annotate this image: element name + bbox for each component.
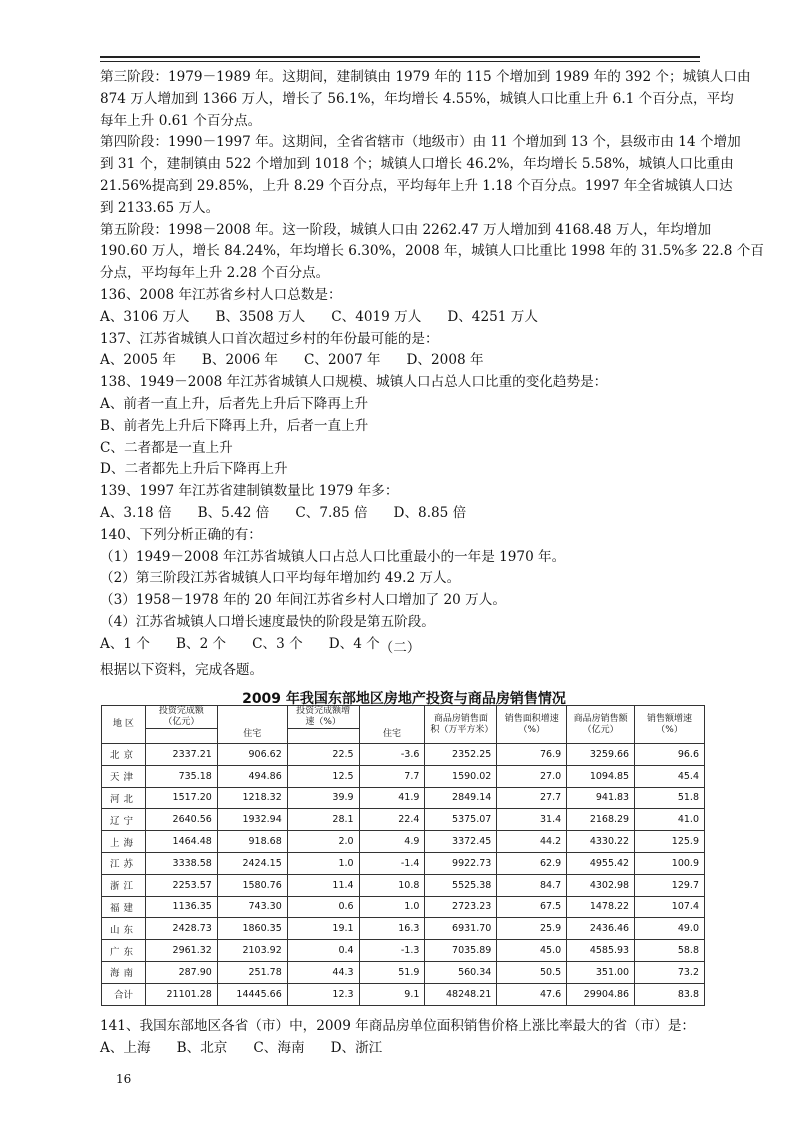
cell-area-growth: 27.0 [497, 765, 567, 787]
cell-sales-amount: 4330.22 [567, 831, 635, 853]
paragraph-line: 第三阶段：1979－1989 年。这期间，建制镇由 1979 年的 115 个增加到 1989 年的 392 个；城镇人口由 [100, 69, 751, 85]
table-row [102, 852, 705, 874]
cell-invest-growth-residential: 22.4 [359, 809, 425, 831]
cell-sales-growth: 58.8 [635, 940, 705, 962]
cell-region: 浙江 [102, 874, 146, 896]
cell-region: 海南 [102, 961, 146, 983]
section-title: （二） [379, 640, 421, 656]
cell-invest-residential: 743.30 [217, 896, 287, 918]
cell-region: 辽宁 [102, 809, 146, 831]
cell-sales-growth: 129.7 [635, 874, 705, 896]
cell-invest-residential: 14445.66 [217, 983, 287, 1005]
cell-sales-area: 7035.89 [425, 940, 497, 962]
header-spacer [145, 729, 217, 744]
cell-sales-amount: 4585.93 [567, 940, 635, 962]
cell-invest: 21101.28 [145, 983, 217, 1005]
cell-invest-growth: 12.5 [287, 765, 359, 787]
cell-area-growth: 25.9 [497, 918, 567, 940]
data-table [101, 705, 705, 1006]
cell-invest-growth: 11.4 [287, 874, 359, 896]
header-rule-thick [100, 56, 700, 58]
cell-sales-growth: 96.6 [635, 744, 705, 766]
cell-sales-area: 9922.73 [425, 852, 497, 874]
statement-3: （3）1958－1978 年的 20 年间江苏省乡村人口增加了 20 万人。 [100, 592, 506, 609]
table-row [102, 874, 705, 896]
cell-sales-growth: 107.4 [635, 896, 705, 918]
cell-area-growth: 31.4 [497, 809, 567, 831]
cell-sales-growth: 45.4 [635, 765, 705, 787]
cell-invest-growth: 0.4 [287, 940, 359, 962]
cell-invest-growth-residential: 9.1 [359, 983, 425, 1005]
option-a: A、2005 年 [100, 352, 176, 369]
header-sales-amount: 商品房销售额（亿元） [567, 706, 635, 744]
cell-sales-amount: 1094.85 [567, 765, 635, 787]
cell-invest-growth: 39.9 [287, 787, 359, 809]
cell-area-growth: 44.2 [497, 831, 567, 853]
cell-invest: 2428.73 [145, 918, 217, 940]
cell-area-growth: 62.9 [497, 852, 567, 874]
cell-invest-growth: 2.0 [287, 831, 359, 853]
cell-sales-area: 5375.07 [425, 809, 497, 831]
cell-area-growth: 76.9 [497, 744, 567, 766]
cell-sales-growth: 100.9 [635, 852, 705, 874]
cell-area-growth: 50.5 [497, 961, 567, 983]
paragraph-line: 分点，平均每年上升 2.28 个百分点。 [100, 265, 330, 282]
cell-invest-residential: 494.86 [217, 765, 287, 787]
cell-region: 天津 [102, 765, 146, 787]
cell-sales-amount: 1478.22 [567, 896, 635, 918]
header-invest-residential: 住宅 [217, 706, 287, 744]
table-row [102, 765, 705, 787]
cell-region: 上海 [102, 831, 146, 853]
paragraph-line: 21.56%提高到 29.85%，上升 8.29 个百分点，平均每年上升 1.18 个百分点。1997 年全省城镇人口达 [100, 177, 733, 194]
cell-sales-area: 48248.21 [425, 983, 497, 1005]
option-a: A、1 个 [100, 635, 150, 652]
cell-invest: 3338.58 [145, 852, 217, 874]
cell-invest-growth: 22.5 [287, 744, 359, 766]
cell-sales-area: 2723.23 [425, 896, 497, 918]
question-137-stem: 137、江苏省城镇人口首次超过乡村的年份最可能的是： [100, 330, 439, 347]
cell-region: 合计 [102, 983, 146, 1005]
header-growth: 投资完成额增速（%） [287, 706, 359, 729]
question-141-options [100, 1038, 710, 1060]
option-c: C、2007 年 [304, 352, 381, 369]
cell-invest-residential: 906.62 [217, 744, 287, 766]
cell-sales-amount: 3259.66 [567, 744, 635, 766]
paragraph-line: 到 31 个，建制镇由 522 个增加到 1018 个；城镇人口增长 46.2%，年均增长 5.58%，城镇人口比重由 [100, 156, 734, 173]
question-138-stem: 138、1949－2008 年江苏省城镇人口规模、城镇人口占总人口比重的变化趋势是： [100, 374, 608, 391]
option-a: A、上海 [100, 1039, 151, 1056]
cell-invest-residential: 1932.94 [217, 809, 287, 831]
cell-sales-area: 2849.14 [425, 787, 497, 809]
cell-sales-amount: 2168.29 [567, 809, 635, 831]
cell-sales-area: 3372.45 [425, 831, 497, 853]
cell-sales-amount: 4302.98 [567, 874, 635, 896]
cell-invest: 2253.57 [145, 874, 217, 896]
cell-sales-growth: 41.0 [635, 809, 705, 831]
header-region: 地 区 [102, 706, 146, 744]
cell-invest: 1464.48 [145, 831, 217, 853]
cell-region: 北京 [102, 744, 146, 766]
cell-invest-growth: 12.3 [287, 983, 359, 1005]
option-b: B、2 个 [175, 635, 227, 652]
option-a: A、前者一直上升，后者先上升后下降再上升 [100, 395, 369, 412]
paragraph-line: 每年上升 0.61 个百分点。 [100, 112, 262, 129]
statement-4: （4）江苏省城镇人口增长速度最快的阶段是第五阶段。 [100, 613, 435, 630]
cell-sales-amount: 941.83 [567, 787, 635, 809]
cell-sales-amount: 351.00 [567, 961, 635, 983]
cell-invest-growth: 19.1 [287, 918, 359, 940]
header-invest: 投资完成额（亿元） [145, 706, 217, 729]
option-d: D、4 个 [328, 635, 380, 652]
cell-area-growth: 47.6 [497, 983, 567, 1005]
cell-invest-growth-residential: -1.4 [359, 852, 425, 874]
option-c: C、二者都是一直上升 [100, 439, 233, 456]
table-row [102, 896, 705, 918]
table-row [102, 940, 705, 962]
table-row [102, 961, 705, 983]
cell-invest: 735.18 [145, 765, 217, 787]
header-area-growth: 销售面积增速（%） [497, 706, 567, 744]
option-c: C、4019 万人 [331, 308, 422, 325]
cell-region: 广东 [102, 940, 146, 962]
paragraph-line: 874 万人增加到 1366 万人，增长了 56.1%，年均增长 4.55%，城镇人口比重上升 6.1 个百分点，平均 [100, 90, 734, 107]
question-136-stem: 136、2008 年江苏省乡村人口总数是： [100, 286, 342, 303]
header-rule-thin [100, 61, 700, 62]
question-141 [100, 1016, 710, 1060]
paragraph-line: 190.60 万人，增长 84.24%，年均增长 6.30%，2008 年，城镇人口比重比 1998 年的 31.5%多 22.8 个百 [100, 243, 764, 260]
cell-invest-growth-residential: 10.8 [359, 874, 425, 896]
cell-region: 山东 [102, 918, 146, 940]
cell-sales-area: 2352.25 [425, 744, 497, 766]
cell-area-growth: 67.5 [497, 896, 567, 918]
cell-invest: 2337.21 [145, 744, 217, 766]
cell-invest: 287.90 [145, 961, 217, 983]
cell-invest-growth: 28.1 [287, 809, 359, 831]
cell-invest-growth-residential: -3.6 [359, 744, 425, 766]
cell-region: 江苏 [102, 852, 146, 874]
question-140-stem: 140、下列分析正确的有： [100, 526, 262, 543]
option-b: B、北京 [176, 1039, 228, 1056]
cell-region: 福建 [102, 896, 146, 918]
question-139-stem: 139、1997 年江苏省建制镇数量比 1979 年多： [100, 483, 399, 500]
paragraph-line: 第四阶段：1990－1997 年。这期间，全省省辖市（地级市）由 11 个增加到 13 个，县级市由 14 个增加 [100, 134, 741, 151]
header-sales-growth: 销售额增速（%） [635, 706, 705, 744]
cell-sales-growth: 125.9 [635, 831, 705, 853]
section-intro: 根据以下资料，完成各题。 [100, 662, 264, 678]
table-total-row [102, 983, 705, 1005]
option-c: C、7.85 倍 [295, 504, 368, 521]
option-c: C、3 个 [252, 635, 303, 652]
cell-invest-growth: 1.0 [287, 852, 359, 874]
option-a: A、3106 万人 [100, 308, 190, 325]
question-139-options [100, 503, 704, 525]
table-body [102, 744, 705, 1006]
table-row [102, 809, 705, 831]
option-b: B、3508 万人 [215, 308, 306, 325]
cell-sales-growth: 73.2 [635, 961, 705, 983]
cell-area-growth: 84.7 [497, 874, 567, 896]
cell-invest-growth-residential: 16.3 [359, 918, 425, 940]
option-a: A、3.18 倍 [100, 504, 172, 521]
header-sales-area: 商品房销售面积（万平方米） [425, 706, 497, 744]
cell-invest-growth: 44.3 [287, 961, 359, 983]
table-title: 2009 年我国东部地区房地产投资与商品房销售情况 [242, 691, 566, 707]
cell-sales-area: 560.34 [425, 961, 497, 983]
cell-invest-growth-residential: 7.7 [359, 765, 425, 787]
header-growth-residential: 住宅 [359, 706, 425, 744]
cell-invest-residential: 1860.35 [217, 918, 287, 940]
cell-sales-amount: 29904.86 [567, 983, 635, 1005]
cell-sales-growth: 83.8 [635, 983, 705, 1005]
cell-invest-growth-residential: 1.0 [359, 896, 425, 918]
cell-invest-residential: 251.78 [217, 961, 287, 983]
option-d: D、浙江 [330, 1039, 383, 1056]
cell-invest-growth-residential: 41.9 [359, 787, 425, 809]
cell-sales-growth: 49.0 [635, 918, 705, 940]
option-d: D、二者都先上升后下降再上升 [100, 461, 288, 478]
option-b: B、2006 年 [201, 352, 279, 369]
option-b: B、5.42 倍 [197, 504, 270, 521]
cell-region: 河北 [102, 787, 146, 809]
cell-sales-amount: 2436.46 [567, 918, 635, 940]
cell-sales-amount: 4955.42 [567, 852, 635, 874]
cell-sales-area: 5525.38 [425, 874, 497, 896]
cell-sales-growth: 51.8 [635, 787, 705, 809]
table-row [102, 831, 705, 853]
option-b: B、前者先上升后下降再上升，后者一直上升 [100, 417, 369, 434]
cell-invest-residential: 2103.92 [217, 940, 287, 962]
cell-invest-growth-residential: -1.3 [359, 940, 425, 962]
table-row [102, 787, 705, 809]
question-141-stem: 141、我国东部地区各省（市）中，2009 年商品房单位面积销售价格上涨比率最大的省（市）是： [100, 1018, 696, 1034]
cell-invest-growth-residential: 4.9 [359, 831, 425, 853]
cell-invest-residential: 918.68 [217, 831, 287, 853]
statement-2: （2）第三阶段江苏省城镇人口平均每年增加约 49.2 万人。 [100, 570, 461, 587]
question-137-options [100, 350, 704, 372]
paragraph-line: 到 2133.65 万人。 [100, 199, 220, 216]
body-text [100, 67, 764, 656]
cell-sales-area: 6931.70 [425, 918, 497, 940]
cell-invest: 2640.56 [145, 809, 217, 831]
table-row [102, 744, 705, 766]
cell-invest-residential: 1580.76 [217, 874, 287, 896]
cell-area-growth: 45.0 [497, 940, 567, 962]
cell-invest-growth-residential: 51.9 [359, 961, 425, 983]
cell-invest: 2961.32 [145, 940, 217, 962]
page-number: 16 [116, 1072, 132, 1086]
question-136-options [100, 307, 704, 329]
statement-1: （1）1949－2008 年江苏省城镇人口占总人口比重最小的一年是 1970 年。 [100, 548, 566, 565]
table-row [102, 918, 705, 940]
cell-invest: 1136.35 [145, 896, 217, 918]
cell-invest-residential: 2424.15 [217, 852, 287, 874]
cell-invest: 1517.20 [145, 787, 217, 809]
option-d: D、8.85 倍 [393, 504, 467, 521]
option-d: D、4251 万人 [447, 308, 538, 325]
cell-area-growth: 27.7 [497, 787, 567, 809]
cell-invest-growth: 0.6 [287, 896, 359, 918]
option-d: D、2008 年 [406, 352, 484, 369]
option-c: C、海南 [253, 1039, 305, 1056]
paragraph-line: 第五阶段：1998－2008 年。这一阶段，城镇人口由 2262.47 万人增加到 4168.48 万人，年均增加 [100, 221, 712, 238]
cell-sales-area: 1590.02 [425, 765, 497, 787]
header-spacer [287, 729, 359, 744]
cell-invest-residential: 1218.32 [217, 787, 287, 809]
